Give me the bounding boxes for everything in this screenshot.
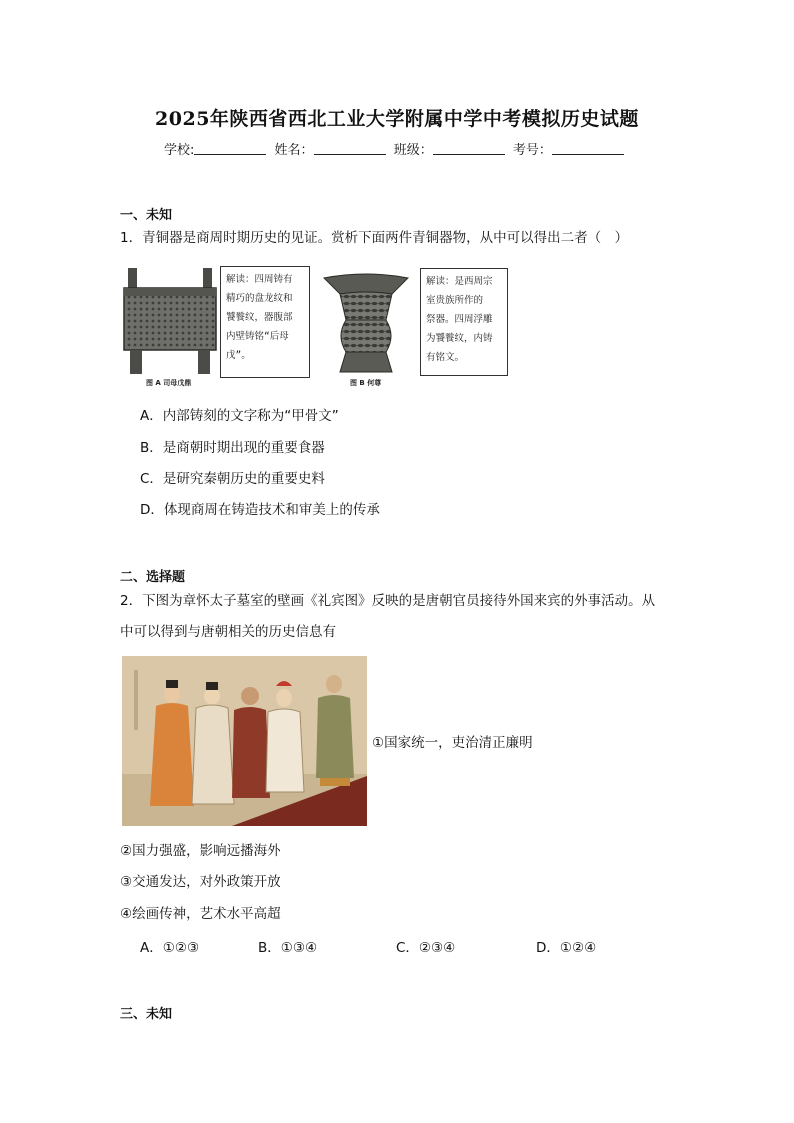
question-1-option-c[interactable]: C．是研究秦朝历史的重要史料 — [140, 471, 325, 487]
exam-no-label: 考号： — [512, 143, 552, 158]
school-label: 学校: — [164, 143, 195, 158]
figure-a-caption: 图 A 司母戊鼎 — [146, 379, 192, 387]
mural-image-libin-tu — [122, 656, 367, 826]
question-1-option-a[interactable]: A．内部铸刻的文字称为“甲骨文” — [140, 408, 339, 424]
figure-b-caption: 图 B 何尊 — [350, 379, 382, 387]
figure-b-zun-image — [322, 272, 410, 380]
figure-a-text-line: 饕餮纹，器腹部 — [226, 312, 293, 323]
question-1-option-d[interactable]: D．体现商周在铸造技术和审美上的传承 — [140, 502, 380, 518]
question-2-option-c[interactable]: C．②③④ — [396, 940, 456, 956]
section-heading-1: 一、未知 — [120, 208, 173, 223]
figure-a-text-line: 精巧的盘龙纹和 — [226, 293, 293, 304]
school-blank[interactable] — [194, 142, 266, 155]
name-blank[interactable] — [314, 142, 386, 155]
question-2-option-d[interactable]: D．①②④ — [536, 940, 597, 956]
name-label: 姓名： — [274, 143, 314, 158]
figure-a-text-line: 解读：四周铸有 — [226, 274, 293, 285]
question-2-option-b[interactable]: B．①③④ — [258, 940, 318, 956]
figure-b-text-line: 祭器。四周浮雕 — [426, 314, 493, 325]
question-2-stem-line-1: 2．下图为章怀太子墓室的壁画《礼宾图》反映的是唐朝官员接待外国来宾的外事活动。从 — [120, 593, 656, 609]
question-1-stem: 1．青铜器是商周时期历史的见证。赏析下面两件青铜器物，从中可以得出二者（ ） — [120, 230, 629, 246]
figure-a-text-line: 戊”。 — [226, 350, 251, 361]
question-2-option-a[interactable]: A．①②③ — [140, 940, 200, 956]
figure-b-text-line: 有铭文。 — [426, 352, 465, 363]
figure-a-ding-image — [120, 264, 220, 384]
question-2-statement-4: ④绘画传神，艺术水平高超 — [120, 906, 281, 922]
figure-b-text-line: 为饕餮纹，内铸 — [426, 333, 493, 344]
figure-a-description-box — [220, 266, 310, 378]
question-2-statement-1: ①国家统一，吏治清正廉明 — [372, 735, 533, 751]
class-blank[interactable] — [433, 142, 505, 155]
student-info-line — [164, 139, 628, 158]
question-2-statement-3: ③交通发达，对外政策开放 — [120, 874, 281, 890]
figure-b-text-line: 室贵族所作的 — [426, 295, 484, 306]
section-heading-3: 三、未知 — [120, 1007, 173, 1022]
class-label: 班级： — [393, 143, 433, 158]
figure-b-description-box — [420, 268, 508, 376]
page-title: 2025年陕西省西北工业大学附属中学中考模拟历史试题 — [155, 108, 639, 130]
exam-no-blank[interactable] — [552, 142, 624, 155]
question-2-statement-2: ②国力强盛，影响远播海外 — [120, 843, 281, 859]
section-heading-2: 二、选择题 — [120, 570, 186, 585]
question-1-option-b[interactable]: B．是商朝时期出现的重要食器 — [140, 440, 325, 456]
question-2-stem-line-2: 中可以得到与唐朝相关的历史信息有 — [120, 624, 336, 640]
figure-b-text-line: 解读：是西周宗 — [426, 276, 493, 287]
question-2-options — [140, 936, 660, 956]
figure-a-text-line: 内壁铸铭“后母 — [226, 331, 289, 342]
